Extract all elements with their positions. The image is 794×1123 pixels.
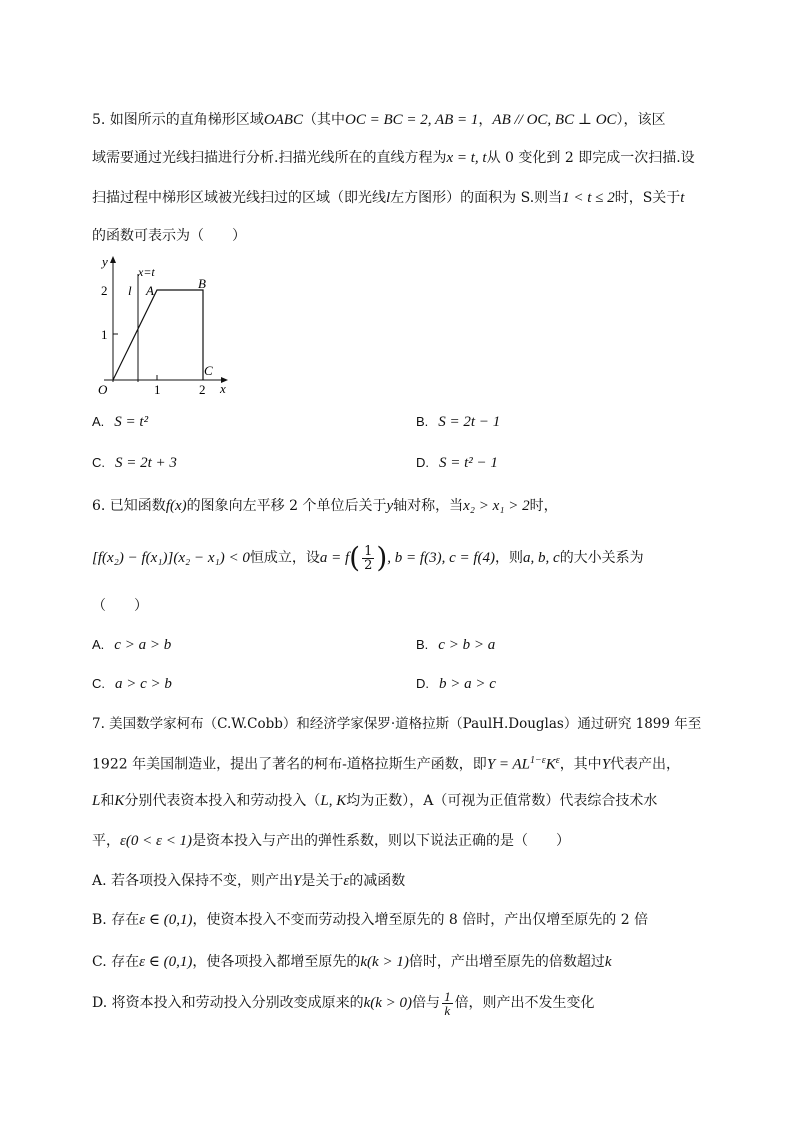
q6-math: x₂ > x₁ > 2 bbox=[463, 498, 530, 514]
q5-line-1 bbox=[92, 110, 666, 130]
option-label: B. bbox=[416, 414, 429, 429]
q7-text: 是关于 bbox=[301, 873, 344, 889]
q5-text: 5. 如图所示的直角梯形区域 bbox=[92, 112, 264, 128]
q5-option-c[interactable] bbox=[92, 453, 177, 473]
q7-text: ，使资本投入不变而劳动投入增至原先的 8 倍时，产出仅增至原先的 2 倍 bbox=[192, 912, 649, 928]
point-c-label: C bbox=[204, 363, 213, 378]
q6-line-1 bbox=[92, 496, 558, 516]
q7-math: Y = AL bbox=[486, 756, 531, 773]
q6-math: [f(x₂) − f(x₁)](x₂ − x₁) < 0 bbox=[92, 550, 250, 566]
q7-text: 代表产出， bbox=[610, 756, 681, 773]
q7-math: k(k > 0) bbox=[363, 995, 413, 1011]
point-a-label: A bbox=[146, 283, 154, 298]
option-label: C. bbox=[92, 676, 105, 691]
tick-label-y2: 2 bbox=[101, 283, 108, 298]
q5-math: t bbox=[680, 190, 685, 206]
q7-math: L, K bbox=[320, 793, 347, 809]
tick-label-y1: 1 bbox=[101, 327, 108, 342]
q5-line-2 bbox=[92, 148, 695, 168]
q5-math: 1 < t ≤ 2 bbox=[562, 190, 615, 206]
q7-math: ε(0 < ε < 1) bbox=[120, 833, 193, 849]
option-text: S = 2t − 1 bbox=[438, 414, 501, 430]
q7-line-4 bbox=[92, 831, 570, 851]
q7-math: k bbox=[604, 954, 612, 970]
q5-line-4 bbox=[92, 226, 246, 246]
q7-text: 倍，则产出不发生变化 bbox=[454, 995, 595, 1011]
q5-option-b[interactable] bbox=[416, 412, 500, 432]
q5-text: 扫描过程中梯形区域被光线扫过的区域（即光线 bbox=[92, 190, 386, 206]
q7-math: Y bbox=[601, 756, 611, 773]
q7-math: ε bbox=[343, 873, 350, 889]
q7-line-2 bbox=[92, 751, 680, 775]
q5-trapezoid-figure bbox=[92, 252, 242, 397]
point-b-label: B bbox=[198, 276, 206, 291]
q7-option-a[interactable] bbox=[92, 871, 405, 891]
origin-label: O bbox=[98, 382, 108, 397]
q6-math: f(x) bbox=[165, 498, 187, 514]
q6-text: （ ） bbox=[92, 598, 148, 614]
q6-line-2: [f(x₂) − f(x₁)](x₂ − x₁) < 0恒成立，设a = f( $\frac{1}{2}$ ), b = f(3), c = f(4)，则a, b, c的大小关系为 bbox=[92, 541, 644, 574]
q5-option-d[interactable] bbox=[416, 453, 498, 473]
q7-text: ，使各项投入都增至原先的 bbox=[192, 954, 361, 970]
x-axis-label: x bbox=[220, 381, 226, 396]
q5-math: x = t, t bbox=[446, 150, 487, 166]
y-axis-label: y bbox=[102, 254, 108, 269]
q7-math: Y bbox=[293, 873, 302, 889]
q5-text: 时，S关于 bbox=[614, 190, 681, 206]
q7-text: 和 bbox=[100, 793, 115, 809]
option-text: S = t² − 1 bbox=[439, 455, 498, 471]
q7-text: 倍与 bbox=[412, 995, 441, 1011]
option-label: A. bbox=[92, 414, 105, 429]
q7-text: D. 将资本投入和劳动投入分别改变成原来的 bbox=[92, 995, 364, 1011]
q7-math: L bbox=[92, 793, 101, 809]
q7-text: 均为正数），A（可视为正值常数）代表综合技术水 bbox=[346, 793, 658, 809]
q6-option-a[interactable] bbox=[92, 635, 171, 655]
option-text: c > b > a bbox=[438, 637, 496, 653]
q6-option-c[interactable] bbox=[92, 674, 172, 694]
q7-line-3 bbox=[92, 791, 657, 811]
q7-text: 的减函数 bbox=[349, 873, 406, 889]
scan-line-equation: x=t bbox=[138, 265, 155, 279]
option-label: C. bbox=[92, 455, 105, 470]
fraction-one-half: $\frac{1}{2}$ bbox=[364, 543, 373, 573]
q7-text: 平， bbox=[92, 833, 120, 849]
q7-math-sup: ε bbox=[555, 755, 560, 766]
q7-math-sup: 1−ε bbox=[530, 755, 546, 766]
q7-math: ε ∈ (0,1) bbox=[139, 912, 193, 928]
q7-option-b[interactable] bbox=[92, 910, 648, 930]
q6-math: a, b, c bbox=[523, 550, 560, 566]
option-label: B. bbox=[416, 637, 429, 652]
q7-text: 是资本投入与产出的弹性系数，则以下说法正确的是（ ） bbox=[192, 833, 571, 849]
option-text: a > c > b bbox=[115, 676, 172, 692]
q7-math: k(k > 1) bbox=[360, 954, 409, 970]
q7-text: 7. 美国数学家柯布（C.W.Cobb）和经济学家保罗·道格拉斯（PaulH.Douglas）通过研究 1899 年至 bbox=[92, 716, 702, 732]
q7-math: K bbox=[114, 793, 125, 809]
q6-line-3 bbox=[92, 596, 148, 616]
q5-text: 左方图形）的面积为 S.则当 bbox=[390, 190, 563, 206]
q6-text: ，则 bbox=[495, 550, 524, 566]
y-axis-arrow bbox=[110, 256, 116, 263]
q7-option-d[interactable] bbox=[92, 988, 595, 1018]
q6-option-d[interactable] bbox=[416, 674, 496, 694]
q5-math: OABC bbox=[263, 112, 303, 128]
option-text: b > a > c bbox=[439, 676, 496, 692]
q6-text: 恒成立，设 bbox=[249, 550, 320, 566]
q5-text: 的函数可表示为（ ） bbox=[92, 228, 246, 244]
q7-text: C. 存在 bbox=[92, 954, 140, 970]
q7-text: A. 若各项投入保持不变，则产出 bbox=[92, 873, 294, 889]
option-label: A. bbox=[92, 637, 105, 652]
tick-label-x2: 2 bbox=[199, 382, 206, 397]
q7-text: 1922 年美国制造业，提出了著名的柯布-道格拉斯生产函数，即 bbox=[92, 756, 487, 773]
fraction-one-over-k: $\frac{1}{k}$ bbox=[444, 988, 451, 1018]
q5-text: （其中 bbox=[302, 112, 345, 128]
option-label: D. bbox=[416, 676, 429, 691]
tick-label-x1: 1 bbox=[154, 382, 161, 397]
q5-text: ， bbox=[478, 112, 493, 128]
q6-text: 轴对称，当 bbox=[393, 498, 464, 514]
q6-math: , b = f(3), c = f(4) bbox=[387, 550, 496, 566]
q7-text: ，其中 bbox=[559, 756, 602, 773]
trapezoid-outline bbox=[113, 290, 203, 380]
q6-text: 6. 已知函数 bbox=[92, 498, 166, 514]
q5-text: 域需要通过光线扫描进行分析.扫描光线所在的直线方程为 bbox=[92, 150, 447, 166]
q5-math: OC = BC = 2, AB = 1 bbox=[344, 112, 479, 128]
q7-text: B. 存在 bbox=[92, 912, 140, 928]
l-label: l bbox=[128, 283, 132, 298]
q6-text: 的图象向左平移 2 个单位后关于 bbox=[186, 498, 387, 514]
q5-line-3 bbox=[92, 188, 684, 208]
option-text: S = 2t + 3 bbox=[115, 455, 177, 471]
q7-option-c[interactable] bbox=[92, 952, 612, 972]
q5-option-a[interactable] bbox=[92, 412, 148, 432]
q6-text: 时， bbox=[529, 498, 558, 514]
q5-text: 从 0 变化到 2 即完成一次扫描.设 bbox=[486, 150, 695, 166]
option-label: D. bbox=[416, 455, 429, 470]
q6-math: y bbox=[386, 498, 394, 514]
q6-text: 的大小关系为 bbox=[559, 550, 644, 566]
option-text: S = t² bbox=[114, 414, 149, 430]
q7-math: ε ∈ (0,1) bbox=[139, 954, 193, 970]
q7-math: K bbox=[545, 756, 556, 773]
q5-math: l bbox=[386, 190, 391, 206]
q6-math: a = f bbox=[319, 550, 350, 566]
q5-text: ），该区 bbox=[616, 112, 666, 128]
option-text: c > a > b bbox=[114, 637, 172, 653]
q7-text: 分别代表资本投入和劳动投入（ bbox=[124, 793, 321, 809]
q7-text: 倍时，产出增至原先的倍数超过 bbox=[408, 954, 605, 970]
q7-line-1 bbox=[92, 714, 701, 734]
q6-option-b[interactable] bbox=[416, 635, 495, 655]
q5-math: AB // OC, BC ⊥ OC bbox=[492, 112, 617, 128]
